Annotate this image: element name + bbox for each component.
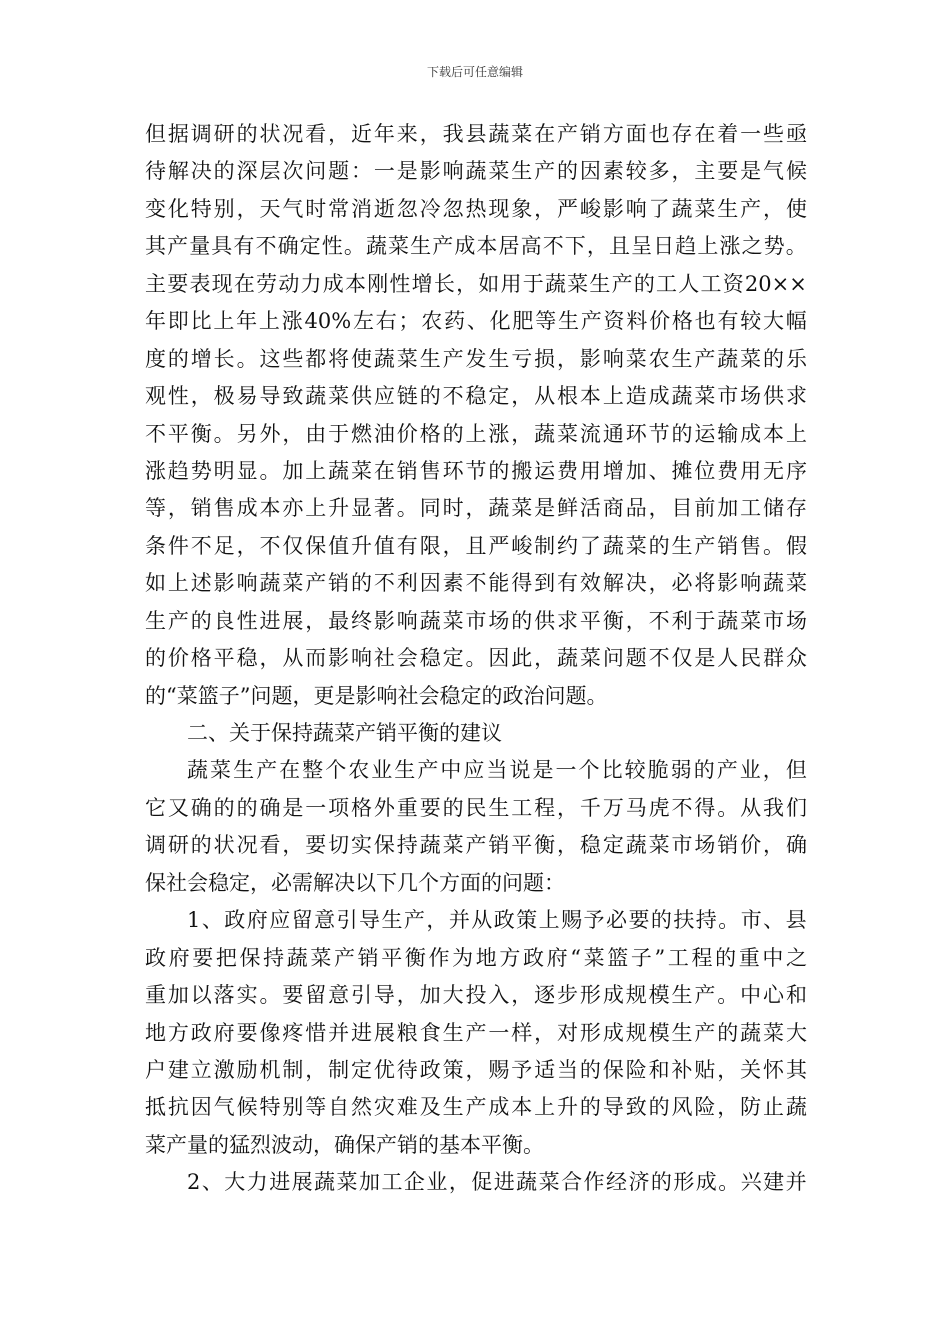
text-line: 其 产 量 具 有 不 确 定 性 。 蔬 菜 生 产 成 本 居 高 不 下 ， 且 呈 日 趋 上 涨 之 势 。 <box>145 234 807 259</box>
text-line: 等 ， 销 售 成 本 亦 上 升 显 著 。 同 时 ， 蔬 菜 是 鲜 活 商 品 ， 目 前 加 工 储 存 <box>145 496 807 521</box>
text-line: 2 、 大 力 进 展 蔬 菜 加 工 企 业 ， 促 进 蔬 菜 合 作 经 济 的 形 成 。 兴 建 并 <box>187 1170 807 1195</box>
text-line: 不 平 衡 。 另 外 ， 由 于 燃 油 价 格 的 上 涨 ， 蔬 菜 流 通 环 节 的 运 输 成 本 上 <box>145 421 807 446</box>
text-line: 调 研 的 状 况 看 ， 要 切 实 保 持 蔬 菜 产 销 平 衡 ， 稳 定 蔬 菜 市 场 销 价 ， 确 <box>145 833 807 858</box>
text-line: 条 件 不 足 ， 不 仅 保 值 升 值 有 限 ， 且 严 峻 制 约 了 蔬 菜 的 生 产 销 售 。 假 <box>145 533 807 558</box>
text-line: 变 化 特 别 ， 天 气 时 常 消 逝 忽 冷 忽 热 现 象 ， 严 峻 影 响 了 蔬 菜 生 产 ， 使 <box>145 196 807 221</box>
text-line: 1 、 政 府 应 留 意 引 导 生 产 ， 并 从 政 策 上 赐 予 必 要 的 扶 持 。 市 、 县 <box>187 908 807 933</box>
text-line: 生 产 的 良 性 进 展 ， 最 终 影 响 蔬 菜 市 场 的 供 求 平 衡 ， 不 利 于 蔬 菜 市 场 <box>145 608 807 633</box>
text-line: 主 要 表 现 在 劳 动 力 成 本 刚 性 增 长 ， 如 用 于 蔬 菜 生 产 的 工 人 工 资 20×× <box>145 271 807 296</box>
page-header: 下载后可任意编辑 <box>426 65 523 79</box>
text-line: 但 据 调 研 的 状 况 看 ， 近 年 来 ， 我 县 蔬 菜 在 产 销 方 面 也 存 在 着 一 些 亟 <box>145 122 807 146</box>
text-line: 二、关于保持蔬菜产销平衡的建议 <box>187 721 502 745</box>
text-line: 抵 抗 因 气 候 特 别 等 自 然 灾 难 及 生 产 成 本 上 升 的 导 致 的 风 险 ， 防 止 蔬 <box>145 1095 807 1120</box>
text-line: 它 又 确 的 的 确 是 一 项 格 外 重 要 的 民 生 工 程 ， 千 万 马 虎 不 得 。 从 我 们 <box>145 795 807 820</box>
text-line: 政 府 要 把 保 持 蔬 菜 产 销 平 衡 作 为 地 方 政 府 “ 菜 篮 子 ” 工 程 的 重 中 之 <box>145 945 807 970</box>
text-line: 保社会稳定，必需解决以下几个方面的问题： <box>145 870 565 895</box>
text-line: 菜产量的猛烈波动，确保产销的基本平衡。 <box>145 1132 544 1157</box>
text-line: 如 上 述 影 响 蔬 菜 产 销 的 不 利 因 素 不 能 得 到 有 效 解 决 ， 必 将 影 响 蔬 菜 <box>145 571 807 596</box>
text-line: 地 方 政 府 要 像 疼 惜 并 进 展 粮 食 生 产 一 样 ， 对 形 成 规 模 生 产 的 蔬 菜 大 <box>145 1020 807 1045</box>
text-line: 待 解 决 的 深 层 次 问 题 ： 一 是 影 响 蔬 菜 生 产 的 因 素 较 多 ， 主 要 是 气 候 <box>145 159 807 184</box>
text-line: 年 即 比 上 年 上 涨 40% 左 右 ； 农 药 、 化 肥 等 生 产 资 料 价 格 也 有 较 大 幅 <box>145 309 807 334</box>
text-line: 的 价 格 平 稳 ， 从 而 影 响 社 会 稳 定 。 因 此 ， 蔬 菜 问 题 不 仅 是 人 民 群 众 <box>145 646 807 671</box>
document-body <box>145 116 807 1202</box>
text-line: 涨 趋 势 明 显 。 加 上 蔬 菜 在 销 售 环 节 的 搬 运 费 用 增 加 、 摊 位 费 用 无 序 <box>145 458 807 483</box>
text-line: 观 性 ， 极 易 导 致 蔬 菜 供 应 链 的 不 稳 定 ， 从 根 本 上 造 成 蔬 菜 市 场 供 求 <box>145 384 807 409</box>
text-line: 重 加 以 落 实 。 要 留 意 引 导 ， 加 大 投 入 ， 逐 步 形 成 规 模 生 产 。 中 心 和 <box>145 983 807 1008</box>
text-line: 蔬 菜 生 产 在 整 个 农 业 生 产 中 应 当 说 是 一 个 比 较 脆 弱 的 产 业 ， 但 <box>187 758 807 783</box>
text-line: 度 的 增 长 。 这 些 都 将 使 蔬 菜 生 产 发 生 亏 损 ， 影 响 菜 农 生 产 蔬 菜 的 乐 <box>145 346 807 371</box>
text-line: 户 建 立 激 励 机 制 ， 制 定 优 待 政 策 ， 赐 予 适 当 的 保 险 和 补 贴 ， 关 怀 其 <box>145 1057 807 1082</box>
text-line: 的“菜篮子”问题，更是影响社会稳定的政治问题。 <box>145 683 608 708</box>
